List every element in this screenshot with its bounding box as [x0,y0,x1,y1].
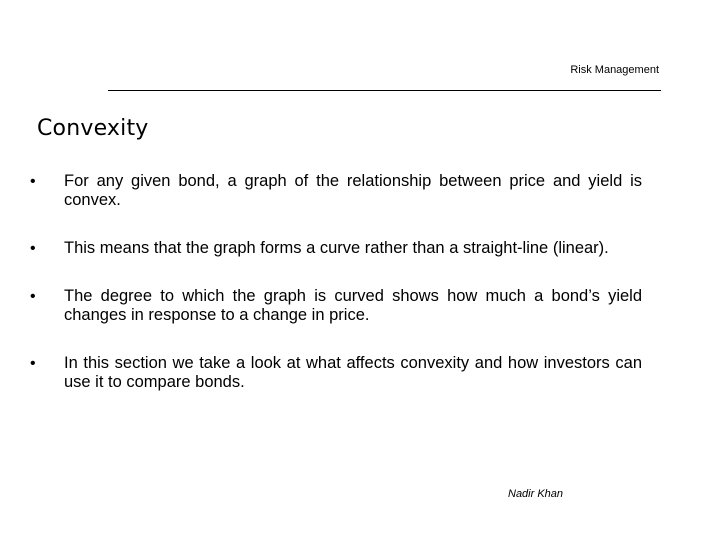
footer-author: Nadir Khan [508,488,564,500]
bullet-text: This means that the graph forms a curve rather than a straight-line (linear). [64,239,609,257]
bullet-item [30,354,642,392]
bullet-list [30,172,642,421]
bullet-item [30,287,642,325]
bullet-dot-icon: • [30,240,36,257]
header-label: Risk Management [570,64,659,76]
slide-title: Convexity [37,116,149,141]
bullet-dot-icon: • [30,355,36,372]
bullet-text: For any given bond, a graph of the relationship between price and yield is convex. [64,172,642,209]
bullet-item [30,239,642,258]
bullet-dot-icon: • [30,288,36,305]
header-divider [108,90,661,91]
bullet-item [30,172,642,210]
bullet-text: In this section we take a look at what affects convexity and how investors can use it to compare bonds. [64,354,642,391]
bullet-dot-icon: • [30,173,36,190]
bullet-text: The degree to which the graph is curved shows how much a bond’s yield changes in response to a change in price. [64,287,642,324]
